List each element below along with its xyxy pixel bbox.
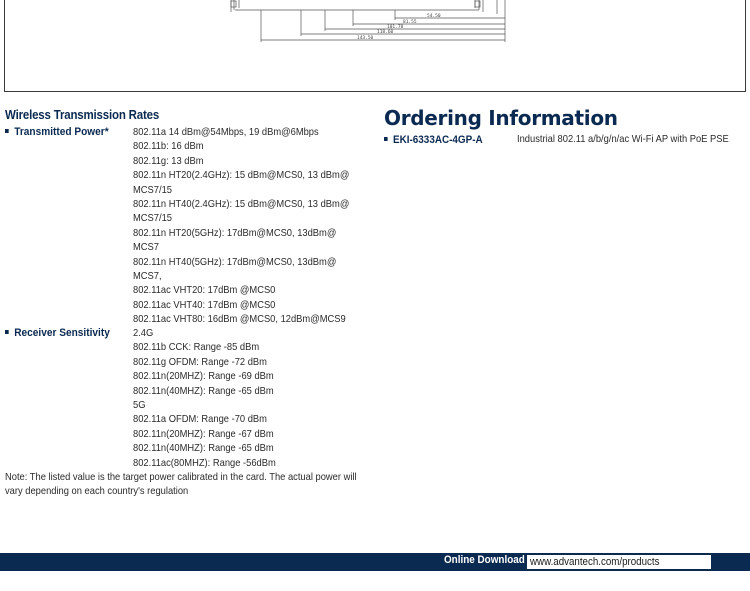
ordering-section-title: Ordering Information [384, 106, 618, 130]
spec-label: Transmitted Power* [5, 126, 109, 138]
spec-values [133, 126, 365, 328]
spec-value-line: 5G [133, 400, 146, 412]
spec-value-line: 802.11n(20MHZ): Range -69 dBm [133, 371, 274, 383]
spec-value-line: MCS7/15 [133, 213, 172, 225]
spec-value-line: 802.11n HT20(5GHz): 17dBm@MCS0, 13dBm@ [133, 227, 337, 239]
spec-value-line: 802.11ac VHT20: 17dBm @MCS0 [133, 285, 276, 297]
spec-value-line: 802.11a OFDM: Range -70 dBm [133, 414, 267, 426]
dimension-label: 54.50 [427, 14, 441, 19]
spec-value-line: 802.11ac(80MHZ): Range -56dBm [133, 457, 276, 469]
spec-value-line: 802.11n(40MHZ): Range -65 dBm [133, 385, 274, 397]
footnote-line: Note: The listed value is the target power calibrated in the card. The actual power will [5, 472, 357, 483]
bullet-icon [5, 129, 9, 133]
spec-value-line: 802.11g: 13 dBm [133, 155, 204, 167]
footnote [5, 471, 365, 500]
order-item [384, 134, 746, 150]
spec-values [133, 327, 365, 471]
bullet-icon [5, 330, 9, 334]
order-description: Industrial 802.11 a/b/g/n/ac Wi-Fi AP with PoE PSE [517, 134, 729, 145]
spec-value-line: 802.11b CCK: Range -85 dBm [133, 342, 260, 354]
spec-value-line: 802.11b: 16 dBm [133, 141, 204, 153]
dimension-label: 118.60 [377, 30, 394, 35]
wireless-section-title: Wireless Transmission Rates [5, 108, 160, 122]
dimension-label: 143.50 [357, 36, 374, 41]
spec-value-line: 802.11ac VHT40: 17dBm @MCS0 [133, 299, 276, 311]
dimension-drawing [5, 0, 747, 92]
spec-value-line: 802.11ac VHT80: 16dBm @MCS0, 12dBm@MCS9 [133, 314, 346, 326]
download-url-link[interactable]: www.advantech.com/products [527, 555, 711, 569]
spec-value-line: 802.11g OFDM: Range -72 dBm [133, 356, 267, 368]
spec-value-line: 802.11n HT40(5GHz): 17dBm@MCS0, 13dBm@ [133, 256, 337, 268]
dimension-label: 81.55 [403, 20, 417, 25]
spec-value-line: 802.11n(40MHZ): Range -65 dBm [133, 443, 274, 455]
order-model: EKI-6333AC-4GP-A [384, 134, 483, 146]
spec-value-line: MCS7 [133, 242, 159, 254]
spec-value-line: 802.11n(20MHZ): Range -67 dBm [133, 428, 274, 440]
spec-value-line: MCS7, [133, 271, 162, 283]
spec-value-line: 802.11a 14 dBm@54Mbps, 19 dBm@6Mbps [133, 127, 319, 138]
spec-value-line: 802.11n HT40(2.4GHz): 15 dBm@MCS0, 13 dBm@ [133, 199, 350, 211]
footer-bar [0, 553, 750, 571]
bullet-icon [384, 137, 388, 141]
spec-label: Receiver Sensitivity [5, 327, 110, 339]
spec-value-line: 2.4G [133, 328, 154, 339]
spec-value-line: MCS7/15 [133, 184, 172, 196]
spec-value-line: 802.11n HT20(2.4GHz): 15 dBm@MCS0, 13 dBm@ [133, 170, 350, 182]
online-download-label: Online Download [444, 554, 525, 566]
technical-drawing [4, 0, 746, 92]
dimension-label: 101.78 [387, 25, 404, 30]
footnote-line: vary depending on each country's regulation [5, 486, 189, 498]
